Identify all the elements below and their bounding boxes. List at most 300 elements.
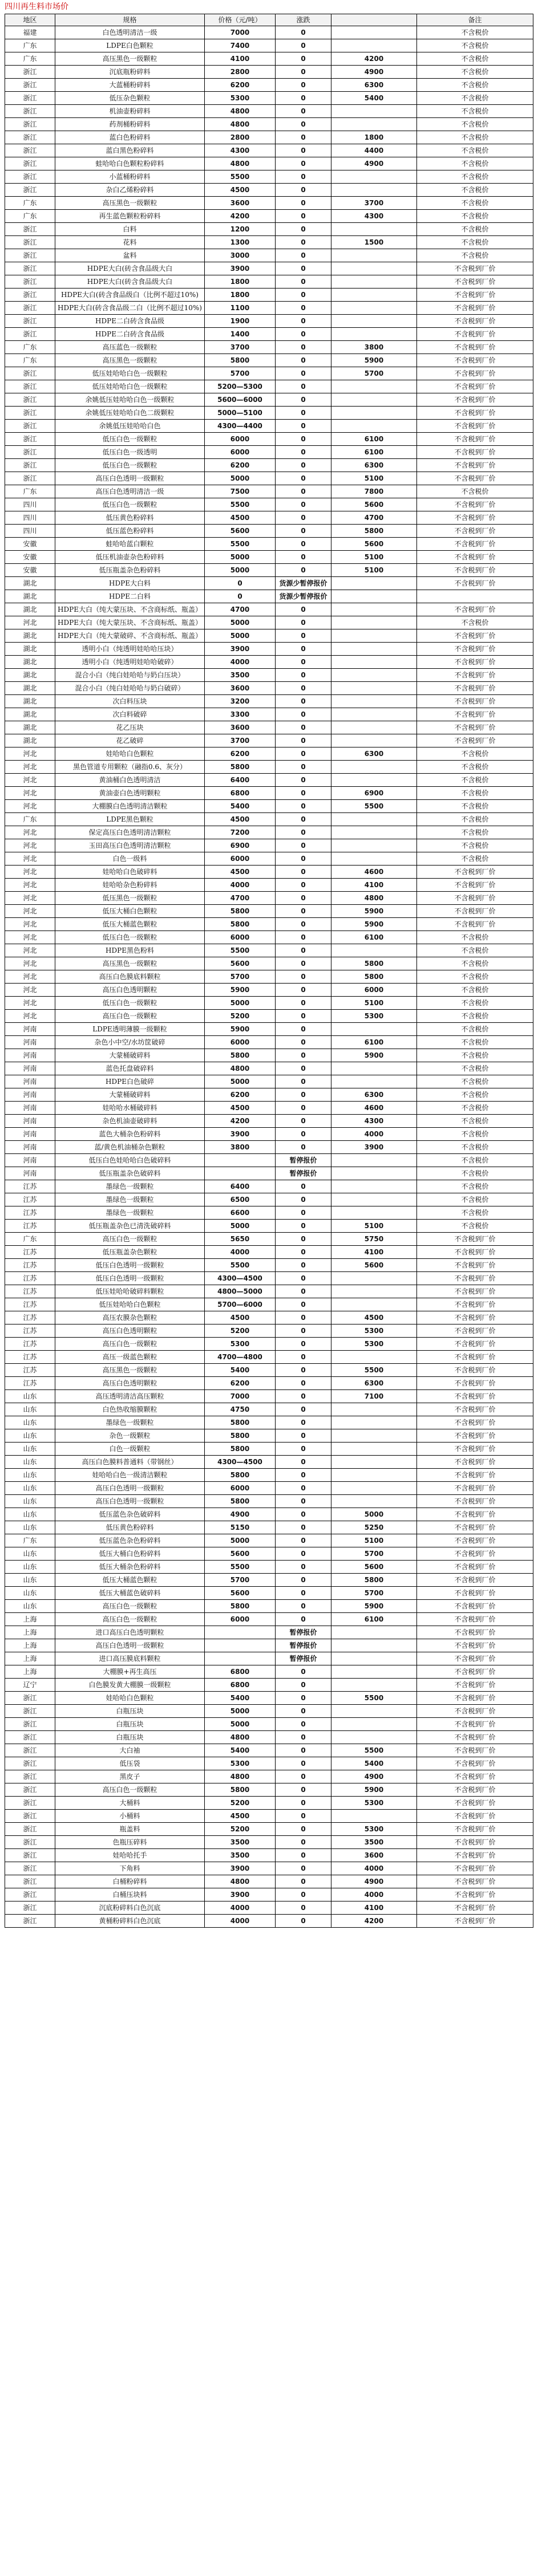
note-cell: 不含税到厂价: [417, 1233, 533, 1246]
note-cell: 不含税价: [417, 170, 533, 184]
prev-price-cell: [331, 603, 417, 616]
note-cell: 不含税到厂价: [417, 289, 533, 302]
spec-cell: 盆料: [55, 249, 205, 262]
note-cell: 不含税价: [417, 1220, 533, 1233]
prev-price-cell: [331, 1705, 417, 1718]
note-cell: 不含税到厂价: [417, 393, 533, 407]
table-row: [5, 380, 533, 393]
price-cell: 3200: [205, 695, 276, 708]
table-row: [5, 472, 533, 485]
prev-price-cell: 5800: [331, 525, 417, 538]
price-cell: 4700: [205, 892, 276, 905]
prev-price-cell: [331, 1062, 417, 1075]
change-cell: 0: [276, 1810, 331, 1823]
change-cell: 0: [276, 1613, 331, 1626]
region-cell: 河北: [5, 931, 55, 944]
note-cell: 不含税到厂价: [417, 367, 533, 380]
note-cell: 不含税价: [417, 1010, 533, 1023]
table-row: [5, 1862, 533, 1875]
spec-cell: HDPE二白砖含食品级: [55, 328, 205, 341]
change-cell: 0: [276, 1390, 331, 1403]
region-cell: 湖北: [5, 669, 55, 682]
table-row: [5, 721, 533, 734]
note-cell: 不含税到厂价: [417, 708, 533, 721]
prev-price-cell: 5800: [331, 970, 417, 984]
spec-cell: 低压大桶蓝色破碎料: [55, 1587, 205, 1600]
price-cell: [205, 1167, 276, 1180]
table-row: [5, 1062, 533, 1075]
spec-cell: 高压黑色一级颗粒: [55, 197, 205, 210]
spec-cell: 花料: [55, 236, 205, 249]
prev-price-cell: 4200: [331, 52, 417, 66]
price-cell: 6800: [205, 787, 276, 800]
note-cell: 不含税价: [417, 105, 533, 118]
spec-cell: 高压白色透明清洁一级: [55, 485, 205, 498]
table-row: [5, 1587, 533, 1600]
change-cell: 0: [276, 1744, 331, 1757]
spec-cell: 低压娃哈哈白色颗粒: [55, 1298, 205, 1311]
table-row: [5, 354, 533, 367]
note-cell: 不含税价: [417, 236, 533, 249]
spec-cell: 蓝/黄色机油桶杂色颗粒: [55, 1141, 205, 1154]
prev-price-cell: 5500: [331, 1364, 417, 1377]
change-cell: 0: [276, 1495, 331, 1508]
prev-price-cell: [331, 734, 417, 747]
price-cell: 3900: [205, 262, 276, 275]
region-cell: 湖北: [5, 708, 55, 721]
region-cell: 浙江: [5, 1797, 55, 1810]
note-cell: 不含税到厂价: [417, 302, 533, 315]
region-cell: 浙江: [5, 1888, 55, 1901]
region-cell: 浙江: [5, 1718, 55, 1731]
change-cell: 0: [276, 1403, 331, 1416]
spec-cell: 低压机油壶杂色粉碎料: [55, 551, 205, 564]
note-cell: 不含税到厂价: [417, 1652, 533, 1665]
change-cell: 0: [276, 289, 331, 302]
region-cell: 江苏: [5, 1285, 55, 1298]
table-row: [5, 275, 533, 289]
spec-cell: 低压娃哈哈白色一级颗粒: [55, 380, 205, 393]
prev-price-cell: [331, 1023, 417, 1036]
table-row: [5, 997, 533, 1010]
region-cell: 安徽: [5, 551, 55, 564]
change-cell: 暂停报价: [276, 1154, 331, 1167]
price-cell: 5000: [205, 616, 276, 629]
prev-price-cell: [331, 1652, 417, 1665]
prev-price-cell: 6100: [331, 1613, 417, 1626]
price-cell: 4800: [205, 118, 276, 131]
note-cell: 不含税到厂价: [417, 643, 533, 656]
price-cell: 5800: [205, 1429, 276, 1443]
spec-cell: 大桶料: [55, 1797, 205, 1810]
table-row: [5, 1665, 533, 1679]
change-cell: 0: [276, 1324, 331, 1338]
price-cell: 5800: [205, 1495, 276, 1508]
prev-price-cell: [331, 1429, 417, 1443]
region-cell: 河北: [5, 892, 55, 905]
note-cell: 不含税到厂价: [417, 577, 533, 590]
region-cell: 河北: [5, 774, 55, 787]
note-cell: 不含税到厂价: [417, 1521, 533, 1534]
region-cell: 河北: [5, 1010, 55, 1023]
region-cell: 山东: [5, 1587, 55, 1600]
spec-cell: 高压黑色一级颗粒: [55, 354, 205, 367]
region-cell: 浙江: [5, 1731, 55, 1744]
table-row: [5, 1783, 533, 1797]
spec-cell: 白瓶压块: [55, 1718, 205, 1731]
note-cell: 不含税价: [417, 931, 533, 944]
spec-cell: 高压农膜杂色颗粒: [55, 1311, 205, 1324]
region-cell: 河北: [5, 997, 55, 1010]
price-cell: 4000: [205, 1915, 276, 1928]
price-cell: 5200—5300: [205, 380, 276, 393]
change-cell: 0: [276, 367, 331, 380]
price-cell: 1800: [205, 275, 276, 289]
prev-price-cell: [331, 39, 417, 52]
change-cell: 0: [276, 826, 331, 839]
spec-cell: 黄油桶白色透明清洁: [55, 774, 205, 787]
prev-price-cell: [331, 1298, 417, 1311]
region-cell: 山东: [5, 1574, 55, 1587]
prev-price-cell: [331, 1285, 417, 1298]
region-cell: 江苏: [5, 1259, 55, 1272]
note-cell: 不含税价: [417, 839, 533, 852]
region-cell: 浙江: [5, 459, 55, 472]
note-cell: 不含税价: [417, 957, 533, 970]
note-cell: 不含税到厂价: [417, 1416, 533, 1429]
note-cell: 不含税到厂价: [417, 275, 533, 289]
table-row: [5, 1023, 533, 1036]
change-cell: 0: [276, 747, 331, 761]
price-cell: 4800: [205, 1731, 276, 1744]
prev-price-cell: [331, 629, 417, 643]
prev-price-cell: [331, 393, 417, 407]
region-cell: 河南: [5, 1049, 55, 1062]
change-cell: 暂停报价: [276, 1626, 331, 1639]
region-cell: 浙江: [5, 131, 55, 144]
change-cell: 0: [276, 420, 331, 433]
note-cell: 不含税到厂价: [417, 1443, 533, 1456]
spec-cell: 高压黑色一级颗粒: [55, 52, 205, 66]
region-cell: 江苏: [5, 1272, 55, 1285]
note-cell: 不含税价: [417, 1036, 533, 1049]
change-cell: 0: [276, 1075, 331, 1088]
price-cell: 4800—5000: [205, 1285, 276, 1298]
prev-price-cell: 7100: [331, 1390, 417, 1403]
prev-price-cell: 5600: [331, 498, 417, 511]
prev-price-cell: 4100: [331, 1246, 417, 1259]
change-cell: 0: [276, 157, 331, 170]
region-cell: 山东: [5, 1456, 55, 1469]
price-cell: 5300: [205, 1338, 276, 1351]
table-row: [5, 1049, 533, 1062]
price-cell: 5500: [205, 170, 276, 184]
region-cell: 山东: [5, 1547, 55, 1561]
price-cell: 5400: [205, 1744, 276, 1757]
table-row: [5, 407, 533, 420]
region-cell: 江苏: [5, 1351, 55, 1364]
change-cell: 0: [276, 1915, 331, 1928]
spec-cell: 杂白乙烯粉碎料: [55, 184, 205, 197]
region-cell: 浙江: [5, 302, 55, 315]
region-cell: 湖北: [5, 629, 55, 643]
price-cell: 5500: [205, 498, 276, 511]
spec-cell: 白色膜发黄大棚膜一级颗粒: [55, 1679, 205, 1692]
prev-price-cell: 6100: [331, 1036, 417, 1049]
price-cell: 1800: [205, 289, 276, 302]
table-row: [5, 564, 533, 577]
prev-price-cell: [331, 774, 417, 787]
note-cell: 不含税价: [417, 157, 533, 170]
table-row: [5, 1128, 533, 1141]
price-cell: 3700: [205, 341, 276, 354]
price-cell: [205, 1154, 276, 1167]
price-cell: 5800: [205, 1783, 276, 1797]
prev-price-cell: [331, 105, 417, 118]
table-row: [5, 144, 533, 157]
spec-cell: 高压白色透明颗粒: [55, 1377, 205, 1390]
prev-price-cell: [331, 852, 417, 866]
spec-cell: 低压蓝色杂色破碎料: [55, 1508, 205, 1521]
table-row: [5, 1456, 533, 1469]
spec-cell: 透明小白（纯透明娃哈哈破碎）: [55, 656, 205, 669]
change-cell: 暂停报价: [276, 1639, 331, 1652]
spec-cell: 下角料: [55, 1862, 205, 1875]
prev-price-cell: 5700: [331, 367, 417, 380]
region-cell: 湖北: [5, 577, 55, 590]
spec-cell: 高压白色透明一级颗粒: [55, 1639, 205, 1652]
region-cell: 广东: [5, 1534, 55, 1547]
spec-cell: HDPE大白（纯大蒙破碎、不含商标纸、瓶盖）: [55, 629, 205, 643]
table-row: [5, 957, 533, 970]
change-cell: 0: [276, 852, 331, 866]
change-cell: 0: [276, 1416, 331, 1429]
note-cell: 不含税价: [417, 66, 533, 79]
price-cell: 7000: [205, 26, 276, 39]
price-cell: 5600: [205, 1547, 276, 1561]
table-row: [5, 1075, 533, 1088]
spec-cell: 杂色一级颗粒: [55, 1429, 205, 1443]
spec-cell: 娃哈哈杂色粉碎料: [55, 879, 205, 892]
table-row: [5, 1259, 533, 1272]
spec-cell: 花乙压块: [55, 721, 205, 734]
spec-cell: HDPE白色破碎: [55, 1075, 205, 1088]
spec-cell: 低压黄色粉碎料: [55, 1521, 205, 1534]
note-cell: 不含税到厂价: [417, 1849, 533, 1862]
price-cell: 3900: [205, 643, 276, 656]
change-cell: 0: [276, 511, 331, 525]
prev-price-cell: 4600: [331, 1102, 417, 1115]
note-cell: 不含税到厂价: [417, 603, 533, 616]
region-cell: 山东: [5, 1469, 55, 1482]
note-cell: 不含税价: [417, 970, 533, 984]
price-cell: 6400: [205, 774, 276, 787]
change-cell: 0: [276, 603, 331, 616]
prev-price-cell: 5100: [331, 551, 417, 564]
change-cell: 0: [276, 1364, 331, 1377]
region-cell: 江苏: [5, 1364, 55, 1377]
table-row: [5, 39, 533, 52]
prev-price-cell: 5900: [331, 1049, 417, 1062]
prev-price-cell: [331, 262, 417, 275]
note-cell: 不含税到厂价: [417, 734, 533, 747]
table-row: [5, 525, 533, 538]
note-cell: 不含税到厂价: [417, 918, 533, 931]
region-cell: 湖北: [5, 643, 55, 656]
price-cell: 4500: [205, 866, 276, 879]
change-cell: 0: [276, 1469, 331, 1482]
table-row: [5, 1206, 533, 1220]
note-cell: 不含税价: [417, 197, 533, 210]
prev-price-cell: 3800: [331, 341, 417, 354]
region-cell: 广东: [5, 1233, 55, 1246]
region-cell: 河北: [5, 879, 55, 892]
change-cell: 0: [276, 315, 331, 328]
region-cell: 山东: [5, 1403, 55, 1416]
region-cell: 浙江: [5, 472, 55, 485]
change-cell: 0: [276, 1128, 331, 1141]
price-cell: 7500: [205, 485, 276, 498]
price-cell: 4800: [205, 157, 276, 170]
region-cell: 浙江: [5, 144, 55, 157]
change-cell: 0: [276, 721, 331, 734]
change-cell: 0: [276, 1233, 331, 1246]
change-cell: 0: [276, 131, 331, 144]
note-cell: 不含税价: [417, 1049, 533, 1062]
prev-price-cell: 6300: [331, 747, 417, 761]
price-cell: 5600: [205, 1587, 276, 1600]
spec-cell: 高压透明清洁高压颗粒: [55, 1390, 205, 1403]
region-cell: 湖北: [5, 682, 55, 695]
prev-price-cell: 4000: [331, 1128, 417, 1141]
table-row: [5, 1036, 533, 1049]
spec-cell: 大蒙桶破碎料: [55, 1088, 205, 1102]
note-cell: 不含税到厂价: [417, 682, 533, 695]
change-cell: 0: [276, 525, 331, 538]
change-cell: 0: [276, 144, 331, 157]
table-row: [5, 1167, 533, 1180]
spec-cell: 蓝白色粉碎料: [55, 131, 205, 144]
note-cell: 不含税价: [417, 52, 533, 66]
prev-price-cell: [331, 1731, 417, 1744]
prev-price-cell: [331, 656, 417, 669]
note-cell: 不含税价: [417, 1115, 533, 1128]
prev-price-cell: 4900: [331, 157, 417, 170]
spec-cell: 余姚低压娃哈哈白色二级颗粒: [55, 407, 205, 420]
spec-cell: 低压黄色粉碎料: [55, 511, 205, 525]
spec-cell: 低压瓶盖杂色粉碎料: [55, 564, 205, 577]
spec-cell: 杂色机油壶破碎料: [55, 1115, 205, 1128]
prev-price-cell: [331, 708, 417, 721]
note-cell: 不含税到厂价: [417, 1377, 533, 1390]
table-row: [5, 210, 533, 223]
note-cell: 不含税价: [417, 761, 533, 774]
prev-price-cell: 5000: [331, 1508, 417, 1521]
note-cell: 不含税到厂价: [417, 1338, 533, 1351]
table-row: [5, 1547, 533, 1561]
table-row: [5, 118, 533, 131]
spec-cell: 花乙破碎: [55, 734, 205, 747]
note-cell: 不含税到厂价: [417, 420, 533, 433]
note-cell: 不含税价: [417, 1102, 533, 1115]
table-row: [5, 302, 533, 315]
change-cell: 0: [276, 1010, 331, 1023]
header-spec: 规格: [55, 14, 205, 26]
note-cell: 不含税到厂价: [417, 1613, 533, 1626]
price-cell: 3900: [205, 1128, 276, 1141]
change-cell: 0: [276, 551, 331, 564]
spec-cell: 蛙哈哈蓝白颗粒: [55, 538, 205, 551]
prev-price-cell: [331, 1679, 417, 1692]
region-cell: 广东: [5, 197, 55, 210]
table-row: [5, 590, 533, 603]
note-cell: 不含税到厂价: [417, 656, 533, 669]
price-cell: 5300: [205, 1757, 276, 1770]
note-cell: 不含税到厂价: [417, 1718, 533, 1731]
table-row: [5, 774, 533, 787]
table-row: [5, 1718, 533, 1731]
change-cell: 0: [276, 1665, 331, 1679]
price-cell: 5800: [205, 1049, 276, 1062]
price-cell: 0: [205, 590, 276, 603]
prev-price-cell: [331, 643, 417, 656]
price-cell: 4300—4500: [205, 1456, 276, 1469]
note-cell: 不含税到厂价: [417, 1259, 533, 1272]
table-row: [5, 433, 533, 446]
note-cell: 不含税价: [417, 800, 533, 813]
change-cell: 0: [276, 1770, 331, 1783]
change-cell: 0: [276, 1587, 331, 1600]
prev-price-cell: [331, 1443, 417, 1456]
table-row: [5, 1692, 533, 1705]
spec-cell: 瓶盖料: [55, 1823, 205, 1836]
change-cell: 0: [276, 1429, 331, 1443]
table-row: [5, 1574, 533, 1587]
table-row: [5, 328, 533, 341]
note-cell: 不含税到厂价: [417, 1456, 533, 1469]
note-cell: 不含税到厂价: [417, 1298, 533, 1311]
spec-cell: 白色热收缩膜颗粒: [55, 1403, 205, 1416]
note-cell: 不含税价: [417, 774, 533, 787]
price-cell: 5800: [205, 918, 276, 931]
spec-cell: 低压大桶杂色粉碎料: [55, 1561, 205, 1574]
prev-price-cell: [331, 1403, 417, 1416]
spec-cell: 大棚膜+再生高压: [55, 1665, 205, 1679]
prev-price-cell: [331, 275, 417, 289]
region-cell: 江苏: [5, 1338, 55, 1351]
change-cell: 0: [276, 1443, 331, 1456]
prev-price-cell: [331, 1416, 417, 1429]
table-row: [5, 643, 533, 656]
prev-price-cell: [331, 1154, 417, 1167]
price-cell: 4200: [205, 1115, 276, 1128]
table-row: [5, 1639, 533, 1652]
change-cell: 0: [276, 1679, 331, 1692]
price-cell: 6200: [205, 459, 276, 472]
price-cell: 4500: [205, 1311, 276, 1324]
price-cell: 5500: [205, 1561, 276, 1574]
change-cell: 0: [276, 997, 331, 1010]
region-cell: 河南: [5, 1062, 55, 1075]
note-cell: 不含税价: [417, 1075, 533, 1088]
note-cell: 不含税到厂价: [417, 1574, 533, 1587]
table-row: [5, 1849, 533, 1862]
spec-cell: 娃哈哈白色颗粒: [55, 747, 205, 761]
spec-cell: 墨绿色一级颗粒: [55, 1206, 205, 1220]
note-cell: 不含税价: [417, 813, 533, 826]
region-cell: 河北: [5, 761, 55, 774]
page-title: 四川再生料市场价: [5, 2, 68, 11]
